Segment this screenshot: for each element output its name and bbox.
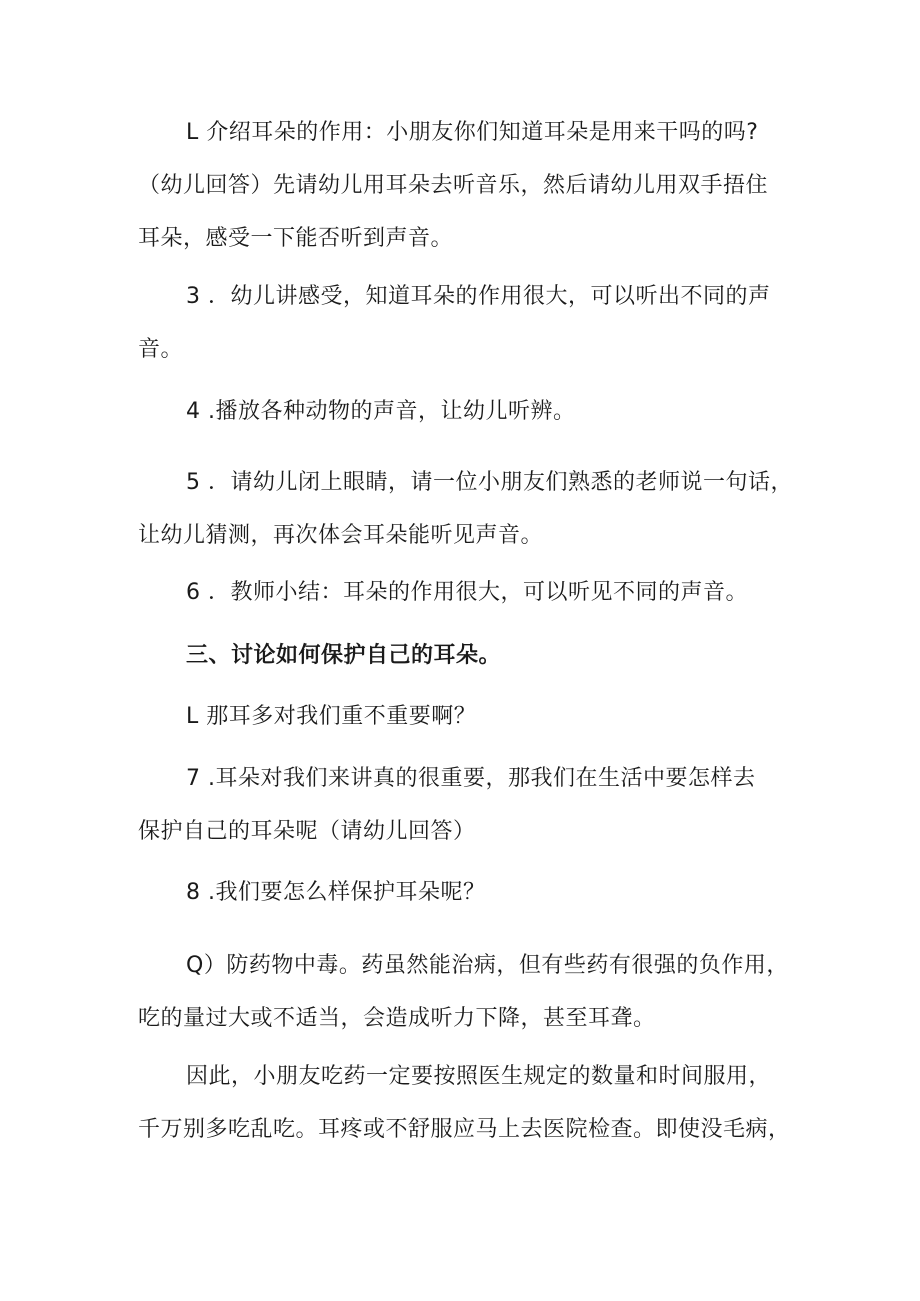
paragraph-item-4	[138, 385, 808, 438]
text-line: L 介绍耳朵的作用：小朋友你们知道耳朵是用来干吗的吗?	[186, 120, 759, 145]
text-line: 千万别多吃乱吃。耳疼或不舒服应马上去医院检查。即使没毛病，	[138, 1117, 791, 1142]
text-line: 3 ．幼儿讲感受，知道耳朵的作用很大，可以听出不同的声	[186, 284, 771, 309]
section-heading-protect-ears	[138, 629, 808, 682]
paragraph-question	[138, 690, 808, 743]
text-line: 三、讨论如何保护自己的耳朵。	[186, 643, 502, 668]
text-line: L 那耳多对我们重不重要啊？	[186, 704, 477, 729]
paragraph-item-8	[138, 866, 808, 919]
paragraph-item-5	[138, 456, 808, 562]
text-line: （幼儿回答）先请幼儿用耳朵去听音乐，然后请幼儿用双手捂住	[138, 173, 769, 198]
text-line: 让幼儿猜测，再次体会耳朵能听见声音。	[138, 523, 544, 548]
paragraph-item-3	[138, 270, 808, 376]
text-line: 因此，小朋友吃药一定要按照医生规定的数量和时间服用，	[186, 1064, 772, 1089]
text-line: 4 .播放各种动物的声音，让幼儿听辨。	[186, 399, 576, 424]
text-line: 吃的量过大或不适当，会造成听力下降，甚至耳聋。	[138, 1006, 656, 1031]
paragraph-ear-function-intro	[138, 106, 808, 265]
text-line: Q）防药物中毒。药虽然能治病，但有些药有很强的负作用，	[186, 953, 789, 978]
paragraph-drug-poisoning	[138, 939, 808, 1045]
text-line: 6 ．教师小结：耳朵的作用很大，可以听见不同的声音。	[186, 580, 748, 605]
paragraph-medicine-advice	[138, 1050, 808, 1156]
text-line: 8 .我们要怎么样保护耳朵呢？	[186, 880, 486, 905]
text-line: 5 ．请幼儿闭上眼睛，请一位小朋友们熟悉的老师说一句话，	[186, 470, 793, 495]
text-line: 耳朵，感受一下能否听到声音。	[138, 226, 454, 251]
text-line: 7 .耳朵对我们来讲真的很重要，那我们在生活中要怎样去	[186, 766, 756, 791]
text-line: 音。	[138, 337, 184, 362]
paragraph-item-7	[138, 752, 808, 858]
paragraph-item-6	[138, 566, 808, 619]
text-line: 保护自己的耳朵呢（请幼儿回答）	[138, 819, 476, 844]
